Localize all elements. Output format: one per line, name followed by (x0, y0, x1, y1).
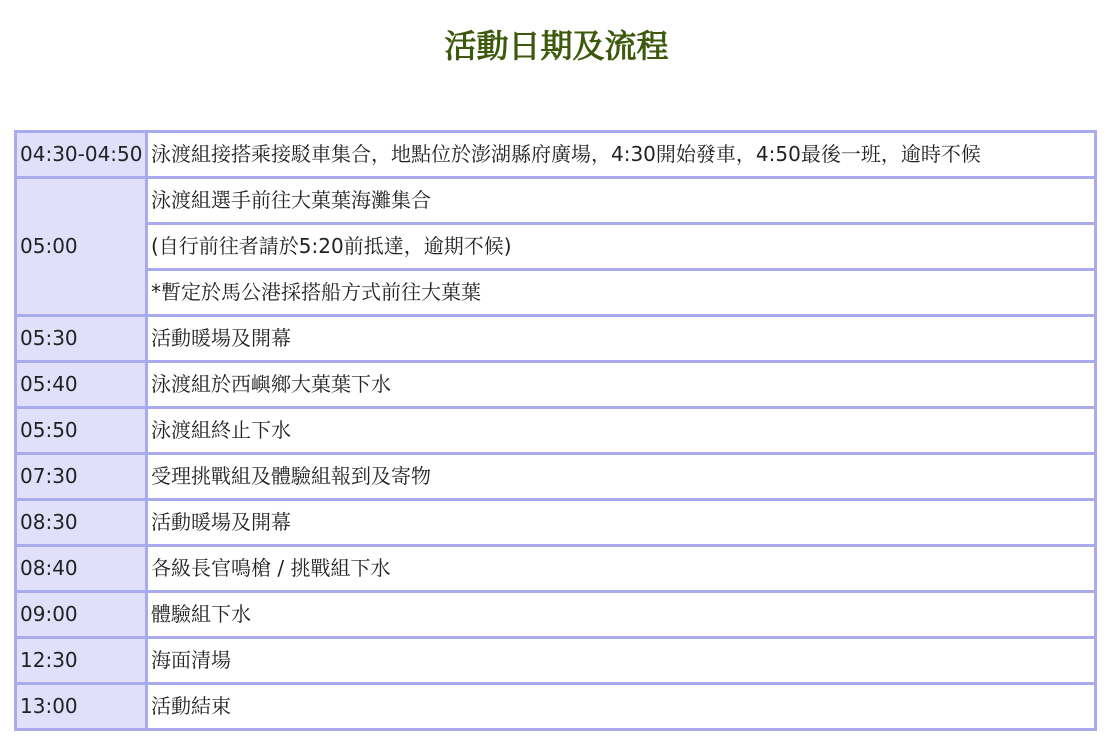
schedule-description: 海面清場 (148, 639, 1094, 682)
schedule-time: 05:40 (17, 363, 145, 406)
schedule-row (17, 317, 1094, 360)
schedule-row (17, 271, 1094, 314)
schedule-description: (自行前往者請於5:20前抵達，逾期不候) (148, 225, 1094, 268)
schedule-description: 受理挑戰組及體驗組報到及寄物 (148, 455, 1094, 498)
schedule-time: 08:30 (17, 501, 145, 544)
schedule-row (17, 593, 1094, 636)
schedule-time: 05:30 (17, 317, 145, 360)
schedule-description: 泳渡組於西嶼鄉大菓葉下水 (148, 363, 1094, 406)
schedule-row (17, 455, 1094, 498)
page-title: 活動日期及流程 (444, 27, 669, 65)
schedule-row (17, 133, 1094, 176)
schedule-row (17, 179, 1094, 222)
schedule-time: 13:00 (17, 685, 145, 728)
schedule-description: 活動暖場及開幕 (148, 501, 1094, 544)
schedule-description: 各級長官鳴槍 / 挑戰組下水 (148, 547, 1094, 590)
schedule-description: 活動暖場及開幕 (148, 317, 1094, 360)
schedule-row (17, 225, 1094, 268)
schedule-description: *暫定於馬公港採搭船方式前往大菓葉 (148, 271, 1094, 314)
schedule-time: 04:30-04:50 (17, 133, 145, 176)
schedule-description: 泳渡組選手前往大菓葉海灘集合 (148, 179, 1094, 222)
schedule-row (17, 409, 1094, 452)
schedule-time: 12:30 (17, 639, 145, 682)
schedule-row (17, 547, 1094, 590)
schedule-description: 體驗組下水 (148, 593, 1094, 636)
schedule-row (17, 685, 1094, 728)
schedule-description: 泳渡組接搭乘接駁車集合，地點位於澎湖縣府廣場，4:30開始發車，4:50最後一班，逾時不候 (148, 133, 1094, 176)
schedule-body (17, 133, 1094, 728)
schedule-time: 05:00 (17, 179, 145, 314)
schedule-table (14, 130, 1097, 731)
schedule-time: 08:40 (17, 547, 145, 590)
schedule-row (17, 639, 1094, 682)
schedule-row (17, 501, 1094, 544)
schedule-time: 09:00 (17, 593, 145, 636)
schedule-row (17, 363, 1094, 406)
schedule-description: 泳渡組終止下水 (148, 409, 1094, 452)
schedule-time: 07:30 (17, 455, 145, 498)
schedule-time: 05:50 (17, 409, 145, 452)
schedule-description: 活動結束 (148, 685, 1094, 728)
